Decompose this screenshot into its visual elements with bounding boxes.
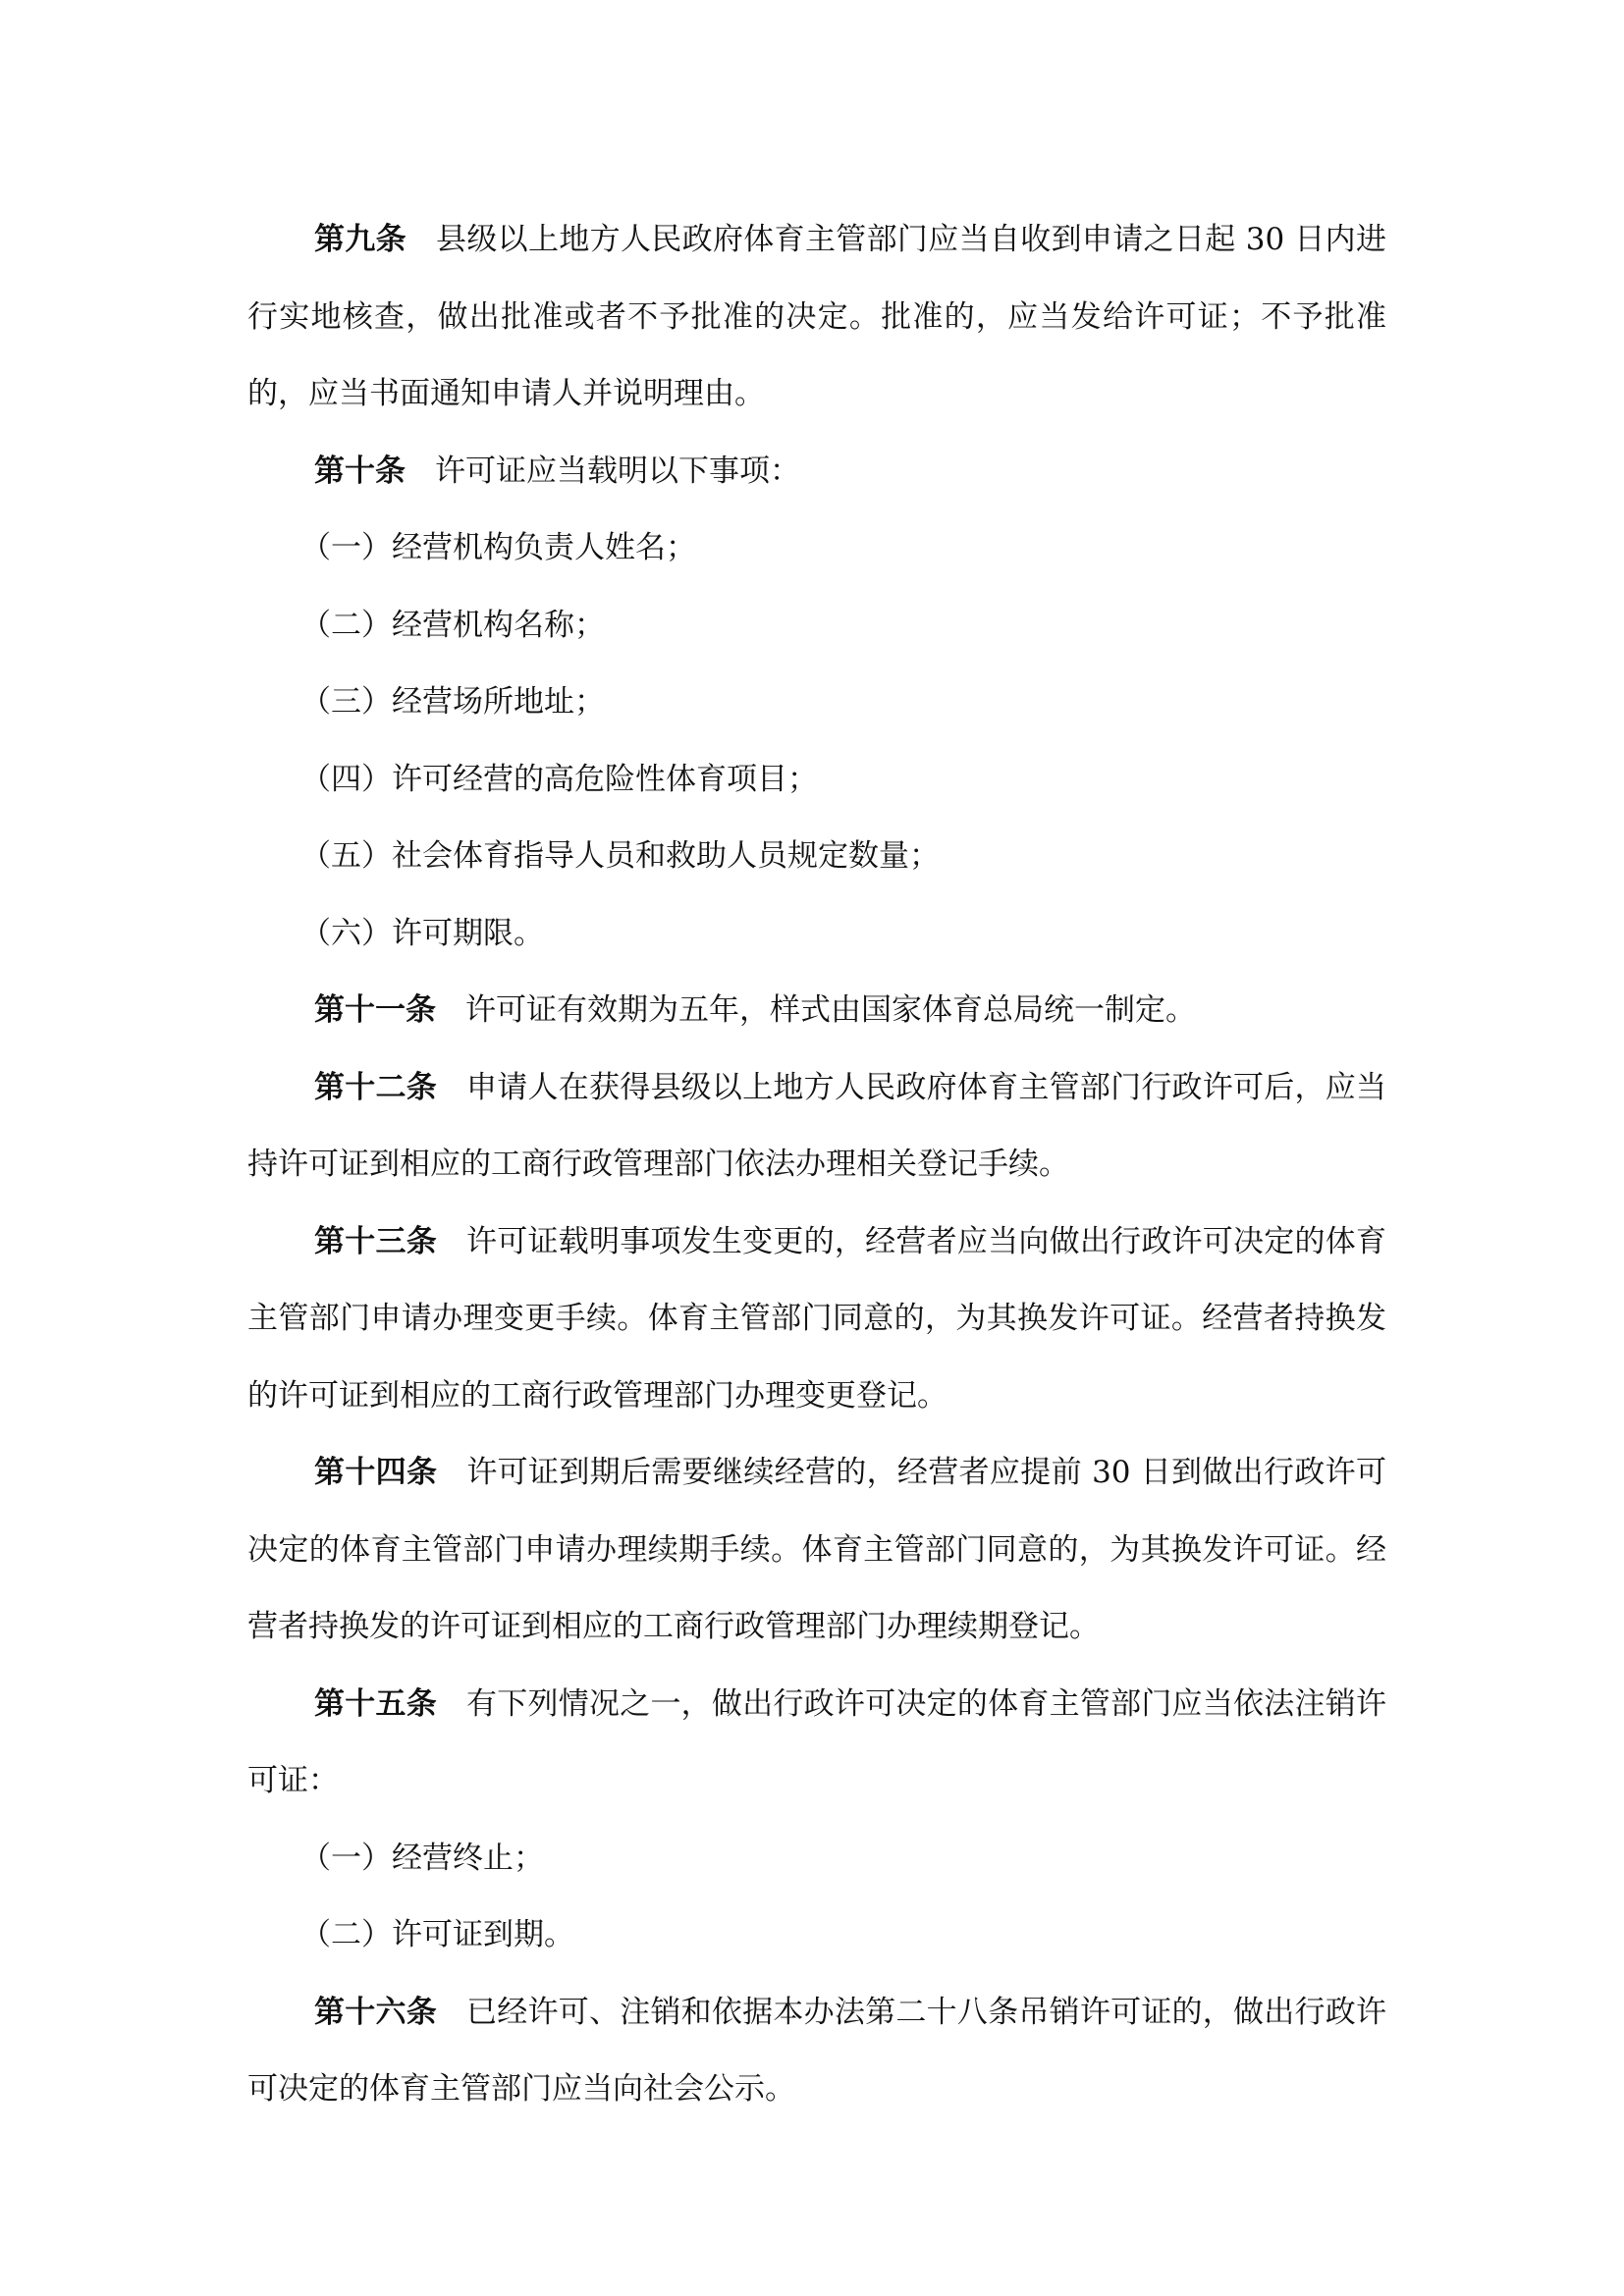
article-text: 许可证载明事项发生变更的，经营者应当向做出行政许可决定的体育主管部门申请办理变更手续。体育主管部门同意的，为其换发许可证。经营者持换发的许可证到相应的工商行政管理部门办理变更登记。 <box>247 1223 1387 1414</box>
list-item: （一）经营终止； <box>300 1840 544 1876</box>
article-label: 第十五条 <box>314 1685 437 1722</box>
article-text: 申请人在获得县级以上地方人民政府体育主管部门行政许可后，应当持许可证到相应的工商行政管理部门依法办理相关登记手续。 <box>247 1069 1387 1182</box>
article-text: 许可证到期后需要继续经营的，经营者应提前 30 日到做出行政许可决定的体育主管部门申请办理续期手续。体育主管部门同意的，为其换发许可证。经营者持换发的许可证到相应的工商行政管理部门办理续期登记。 <box>247 1455 1387 1644</box>
article-text: 有下列情况之一，做出行政许可决定的体育主管部门应当依法注销许可证： <box>247 1685 1387 1798</box>
article-text: 许可证有效期为五年，样式由国家体育总局统一制定。 <box>465 992 1196 1028</box>
article-label: 第十一条 <box>314 992 436 1028</box>
article-16 <box>247 1974 1386 2128</box>
article-label: 第十六条 <box>314 1994 437 2030</box>
article-15 <box>247 1666 1386 1820</box>
article-13 <box>247 1203 1386 1435</box>
article-9 <box>247 201 1386 433</box>
article-label: 第十条 <box>314 453 406 489</box>
article-10 <box>247 433 1386 510</box>
list-item: （四）许可经营的高危险性体育项目； <box>300 761 818 797</box>
article-text: 县级以上地方人民政府体育主管部门应当自收到申请之日起 30 日内进行实地核查，做出批准或者不予批准的决定。批准的，应当发给许可证；不予批准的，应当书面通知申请人并说明理由。 <box>247 222 1387 411</box>
list-item: （三）经营场所地址； <box>300 684 605 720</box>
article-text: 许可证应当载明以下事项： <box>435 453 800 489</box>
list-item: （二）许可证到期。 <box>300 1917 574 1952</box>
document-body <box>247 201 1386 2128</box>
article-label: 第十三条 <box>314 1223 437 1259</box>
list-item: （二）经营机构名称； <box>300 607 605 643</box>
article-12 <box>247 1049 1386 1203</box>
article-label: 第九条 <box>314 222 406 257</box>
article-label: 第十四条 <box>314 1455 438 1490</box>
list-item: （六）许可期限。 <box>300 915 544 951</box>
article-text: 已经许可、注销和依据本办法第二十八条吊销许可证的，做出行政许可决定的体育主管部门应当向社会公示。 <box>247 1994 1387 2107</box>
list-item: （五）社会体育指导人员和救助人员规定数量； <box>300 838 940 874</box>
article-11 <box>247 972 1386 1049</box>
article-14 <box>247 1434 1386 1666</box>
article-label: 第十二条 <box>314 1069 437 1105</box>
list-item: （一）经营机构负责人姓名； <box>300 530 696 565</box>
